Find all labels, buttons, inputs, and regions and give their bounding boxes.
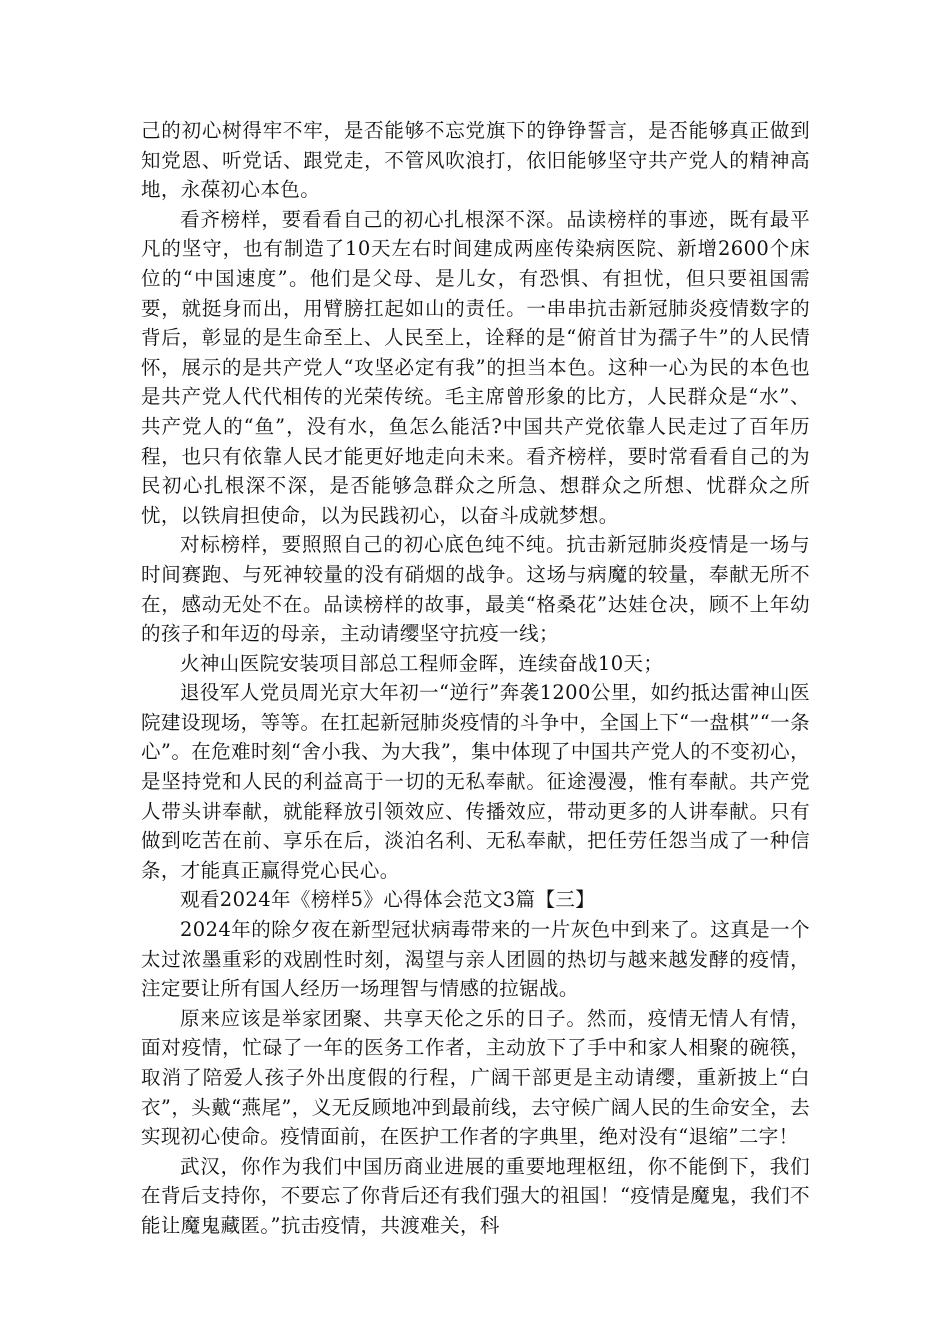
paragraph-5: 退役军人党员周光京大年初一“逆行”奔袭1200公里，如约抵达雷神山医院建设现场，等等。在扛起新冠肺炎疫情的斗争中，全国上下“一盘棋”“一条心”。在危难时刻“舍小我、为大我”，集中体现了中国共产党人的不变初心，是坚持党和人民的利益高于一切的无私奉献。征途漫漫，惟有奉献。共产党人带头讲奉献，就能释放引领效应、传播效应，带动更多的人讲奉献。只有做到吃苦在前、享乐在后，淡泊名利、无私奉献，把任劳任怨当成了一种信条，才能真正赢得党心民心。 [141,681,810,882]
paragraph-1: 己的初心树得牢不牢，是否能够不忘党旗下的铮铮誓言，是否能够真正做到知党恩、听党话、跟党走，不管风吹浪打，依旧能够坚守共产党人的精神高地，永葆初心本色。 [141,119,810,202]
paragraph-7: 原来应该是举家团聚、共享天伦之乐的日子。然而，疫情无情人有情，面对疫情，忙碌了一年的医务工作者，主动放下了手中和家人相聚的碗筷，取消了陪爱人孩子外出度假的行程，广阔干部更是主动请缨，重新披上“白衣”，头戴“燕尾”，义无反顾地冲到最前线，去守候广阔人民的生命安全，去实现初心使命。疫情面前，在医护工作者的字典里，绝对没有“退缩”二字！ [141,1006,810,1149]
paragraph-2: 看齐榜样，要看看自己的初心扎根深不深。品读榜样的事迹，既有最平凡的坚守，也有制造了10天左右时间建成两座传染病医院、新增2600个床位的“中国速度”。他们是父母、是儿女，有恐惧、有担忧，但只要祖国需要，就挺身而出，用臂膀扛起如山的责任。一串串抗击新冠肺炎疫情数字的背后，彰显的是生命至上、人民至上，诠释的是“俯首甘为孺子牛”的人民情怀，展示的是共产党人“攻坚必定有我”的担当本色。这种一心为民的本色也是共产党人代代相传的光荣传统。毛主席曾形象的比方，人民群众是“水”、共产党人的“鱼”，没有水，鱼怎么能活?中国共产党依靠人民走过了百年历程，也只有依靠人民才能更好地走向未来。看齐榜样，要时常看看自己的为民初心扎根深不深，是否能够急群众之所急、想群众之所想、忧群众之所忧，以铁肩担使命，以为民践初心，以奋斗成就梦想。 [141,207,810,527]
paragraph-3: 对标榜样，要照照自己的初心底色纯不纯。抗击新冠肺炎疫情是一场与时间赛跑、与死神较量的没有硝烟的战争。这场与病魔的较量，奉献无所不在，感动无处不在。品读榜样的故事，最美“格桑花”达娃仓决，顾不上年幼的孩子和年迈的母亲，主动请缨坚守抗疫一线； [141,533,810,646]
paragraph-6: 2024年的除夕夜在新型冠状病毒带来的一片灰色中到来了。这真是一个太过浓墨重彩的戏剧性时刻，渴望与亲人团圆的热切与越来越发酵的疫情，注定要让所有国人经历一场理智与情感的拉锯战。 [141,918,810,1001]
paragraph-4: 火神山医院安装项目部总工程师金晖，连续奋战10天； [180,651,664,675]
section-heading: 观看2024年《榜样5》心得体会范文3篇【三】 [180,888,596,912]
paragraph-8: 武汉，你作为我们中国历商业进展的重要地理枢纽，你不能倒下，我们在背后支持你，不要忘了你背后还有我们强大的祖国！“疫情是魔鬼，我们不能让魔鬼藏匿。”抗击疫情，共渡难关，科 [141,1154,810,1237]
